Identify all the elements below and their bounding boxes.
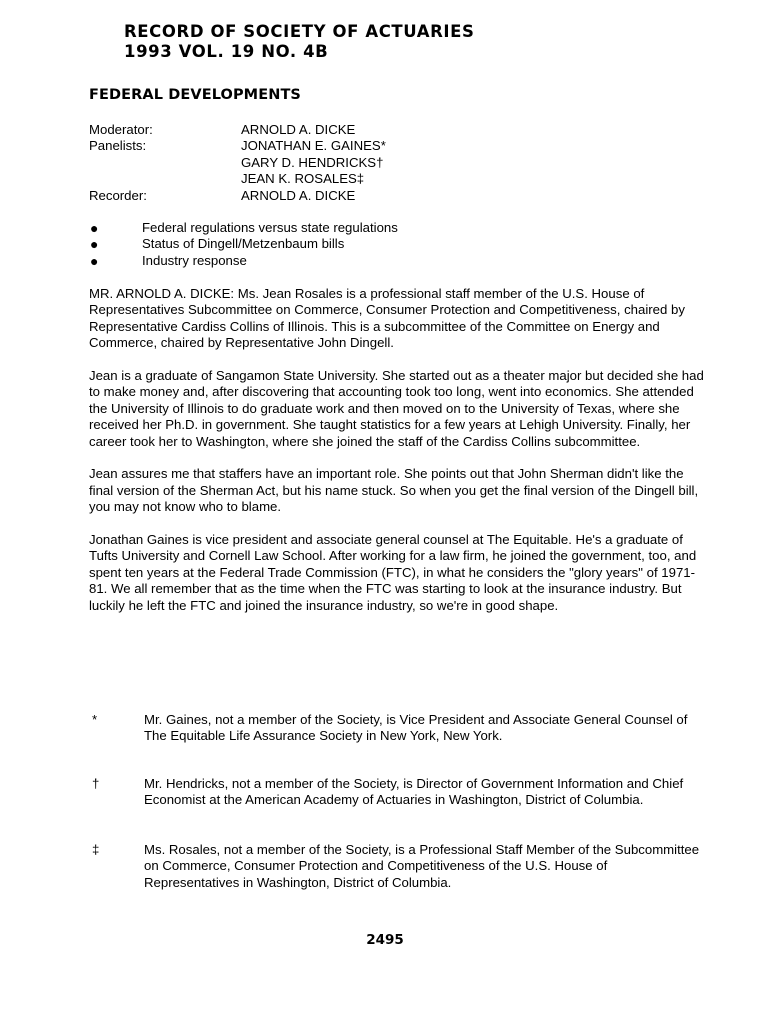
participant-name: GARY D. HENDRICKS† <box>241 154 384 170</box>
bullet-icon: ● <box>90 236 99 253</box>
role-label: Panelists: <box>89 138 147 154</box>
bullet-icon: ● <box>90 252 99 269</box>
body-paragraph: MR. ARNOLD A. DICKE: Ms. Jean Rosales is a professional staff member of the U.S. House of Representatives Subcommittee on Commerce, Consumer Protection and Competitiveness, chaired by Representative Cardiss Collins of Illinois. This is a subcommittee of the Committee on Energy and Commerce, chaired by Representative John Dingell. <box>89 286 685 351</box>
body-paragraph: Jean is a graduate of Sangamon State University. She started out as a theater major but decided she had to make money and, after discovering that accounting took too long, went into economics. She attended the University of Illinois to do graduate work and then moved on to the University of Texas, where she received her Ph.D. in government. She taught statistics for a few years at Lehigh University. Finally, her career took her to Washington, where she joined the staff of the Cardiss Collins subcommittee. <box>89 368 704 449</box>
page-number: 2495 <box>366 932 404 948</box>
participant-row <box>89 171 649 187</box>
topic-item <box>89 236 649 252</box>
participant-row <box>89 122 649 138</box>
topic-item <box>89 220 649 236</box>
topic-item <box>89 253 649 269</box>
role-label <box>89 171 241 187</box>
footnote-text: Mr. Gaines, not a member of the Society, is Vice President and Associate General Counsel of The Equitable Life Assurance Society in New York, New York. <box>144 712 688 744</box>
topic-list <box>89 220 649 269</box>
participant-row <box>89 155 649 171</box>
footnote-text: Ms. Rosales, not a member of the Society, is a Professional Staff Member of the Subcommittee on Commerce, Consumer Protection and Competitiveness of the U.S. House of Representatives in Washington, District of Columbia. <box>144 842 700 890</box>
role-label: Recorder: <box>89 187 147 203</box>
body-paragraph: Jean assures me that staffers have an important role. She points out that John Sherman didn't like the final version of the Sherman Act, but his name stuck. So when you get the final version of the Dingell bill, you may not know who to blame. <box>89 466 699 515</box>
session-title: FEDERAL DEVELOPMENTS <box>89 87 301 103</box>
participant-name: ARNOLD A. DICKE <box>241 122 356 137</box>
footnote <box>89 842 705 891</box>
participant-list <box>89 122 649 204</box>
bullet-icon: ● <box>90 220 99 236</box>
footnote <box>89 712 705 745</box>
journal-title-line-2: 1993 VOL. 19 NO. 4B <box>124 42 329 61</box>
footnote-mark: * <box>92 712 98 727</box>
journal-title-line-1: RECORD OF SOCIETY OF ACTUARIES <box>124 22 475 41</box>
topic-text: Industry response <box>142 252 247 268</box>
participant-name: ARNOLD A. DICKE <box>241 187 356 203</box>
role-label: Moderator: <box>89 122 153 137</box>
body-paragraph: Jonathan Gaines is vice president and associate general counsel at The Equitable. He's a graduate of Tufts University and Cornell Law School. After working for a law firm, he joined the government, too, and spent ten years at the Federal Trade Commission (FTC), in what he considers the "glory years" of 1971-81. We all remember that as the time when the FTC was starting to look at the insurance industry. But luckily he left the FTC and joined the insurance industry, so we're in good shape. <box>89 532 697 613</box>
participant-name: JEAN K. ROSALES‡ <box>241 171 365 187</box>
footnote-text: Mr. Hendricks, not a member of the Society, is Director of Government Information and Chief Economist at the American Academy of Actuaries in Washington, District of Columbia. <box>144 776 684 808</box>
footnote-mark: ‡ <box>92 842 100 857</box>
footnote <box>89 776 705 809</box>
body-text <box>89 286 705 614</box>
footnote-mark: † <box>92 776 100 791</box>
role-label <box>89 155 241 171</box>
topic-text: Status of Dingell/Metzenbaum bills <box>142 236 345 252</box>
participant-row <box>89 188 649 204</box>
journal-title <box>124 22 475 62</box>
participant-name: JONATHAN E. GAINES* <box>241 138 386 154</box>
topic-text: Federal regulations versus state regulations <box>142 220 398 235</box>
participant-row <box>89 138 649 154</box>
